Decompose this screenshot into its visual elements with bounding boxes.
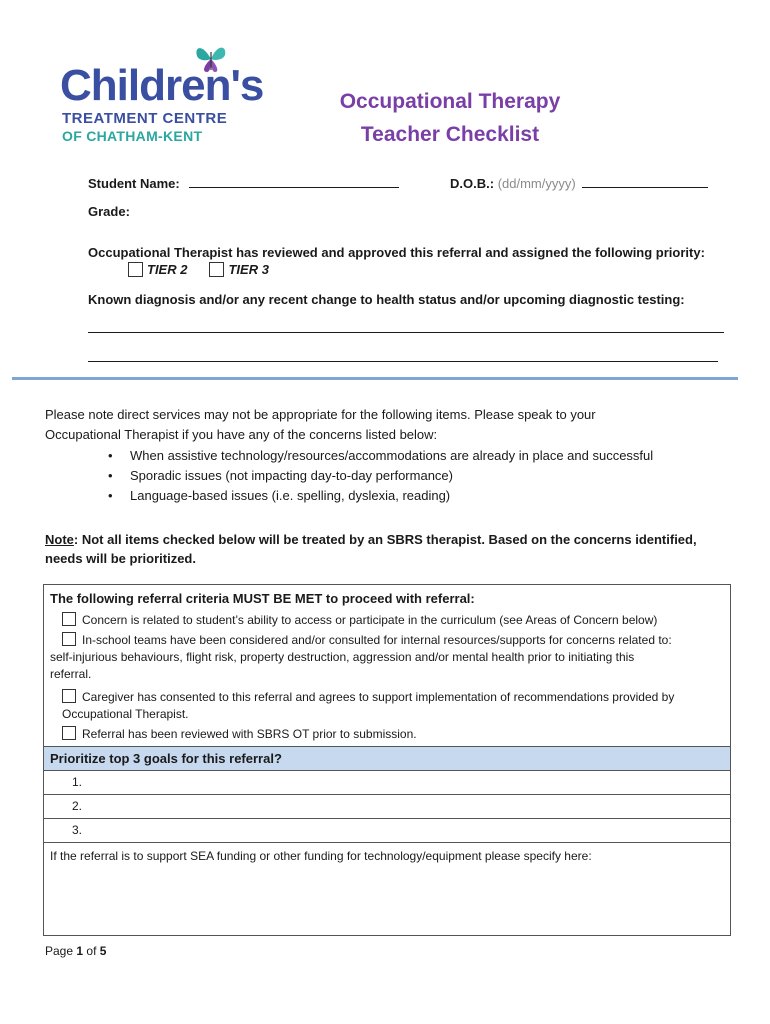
- footer-of: of: [86, 944, 97, 958]
- criteria-text: Referral has been reviewed with SBRS OT prior to submission.: [82, 727, 417, 741]
- note-prefix: Note: [45, 532, 74, 547]
- goal-number: 3.: [72, 823, 83, 837]
- diagnosis-line-2[interactable]: [88, 361, 718, 362]
- goal-row-1[interactable]: [44, 771, 730, 795]
- note-text-1: : Not all items checked below will be treated by an SBRS therapist. Based on the concerns identified,: [73, 532, 697, 547]
- goals-heading: Prioritize top 3 goals for this referral?: [50, 751, 282, 766]
- list-item: • Language-based issues (i.e. spelling, dyslexia, reading): [108, 486, 653, 506]
- student-name-row: [88, 176, 399, 191]
- criteria-heading: The following referral criteria MUST BE MET to proceed with referral:: [50, 591, 475, 606]
- criteria-text: Caregiver has consented to this referral and agrees to support implementation of recommendations provided by: [82, 690, 675, 704]
- tier-options: [128, 262, 269, 277]
- notice-line-2: Occupational Therapist if you have any of the concerns listed below:: [45, 427, 438, 442]
- criteria-item-3: [62, 689, 724, 723]
- page-footer: [45, 944, 106, 958]
- notice-line-1: Please note direct services may not be appropriate for the following items. Please speak to your: [45, 407, 596, 422]
- criteria-checkbox-3[interactable]: [62, 689, 76, 703]
- grade-label: Grade:: [88, 204, 130, 219]
- tier3-label: TIER 3: [228, 262, 269, 277]
- criteria-item-2: [50, 632, 724, 683]
- notice-bullets: [108, 446, 653, 506]
- goal-number: 2.: [72, 799, 83, 813]
- criteria-text: Occupational Therapist.: [62, 707, 189, 721]
- criteria-item-1: [62, 612, 724, 629]
- diagnosis-line-1[interactable]: [88, 332, 724, 333]
- page-title-line2: Teacher Checklist: [360, 123, 540, 146]
- logo-subtitle-1: TREATMENT CENTRE: [62, 110, 228, 127]
- criteria-checkbox-1[interactable]: [62, 612, 76, 626]
- logo: [60, 42, 264, 152]
- criteria-text: self-injurious behaviours, flight risk, property destruction, aggression and/or mental health prior to initiating this: [50, 650, 635, 664]
- footer-page-number: 1: [76, 944, 84, 958]
- section-divider: [12, 377, 738, 380]
- dob-hint: (dd/mm/yyyy): [497, 176, 576, 191]
- priority-statement: Occupational Therapist has reviewed and approved this referral and assigned the following priority:: [88, 245, 705, 260]
- prioritization-note: [45, 530, 735, 568]
- dob-row: [450, 176, 708, 191]
- diagnosis-label: Known diagnosis and/or any recent change to health status and/or upcoming diagnostic testing:: [88, 292, 685, 307]
- goal-row-3[interactable]: [44, 819, 730, 843]
- page-title-line1: Occupational Therapy: [339, 90, 561, 113]
- funding-specify-label: If the referral is to support SEA funding or other funding for technology/equipment please specify here:: [50, 849, 592, 863]
- logo-subtitle-2: OF CHATHAM-KENT: [62, 128, 203, 144]
- dob-label: D.O.B.:: [450, 176, 495, 191]
- criteria-item-4: [62, 726, 724, 743]
- note-text-2: needs will be prioritized.: [45, 551, 196, 566]
- goal-row-2[interactable]: [44, 795, 730, 819]
- tier2-label: TIER 2: [147, 262, 188, 277]
- notice-paragraph: [45, 405, 735, 445]
- list-item: • When assistive technology/resources/accommodations are already in place and successful: [108, 446, 653, 466]
- tier2-checkbox[interactable]: [128, 262, 143, 277]
- footer-page-label: Page: [45, 944, 74, 958]
- dob-field[interactable]: [582, 176, 708, 188]
- criteria-text: Concern is related to student’s ability to access or participate in the curriculum (see Areas of Concern below): [82, 613, 658, 627]
- criteria-text: In-school teams have been considered and/or consulted for internal resources/supports for concerns related to:: [82, 633, 672, 647]
- footer-page-total: 5: [99, 944, 107, 958]
- logo-wordmark: Children's: [60, 61, 264, 110]
- student-name-label: Student Name:: [88, 176, 180, 191]
- student-name-field[interactable]: [189, 176, 399, 188]
- goal-number: 1.: [72, 775, 83, 789]
- criteria-checkbox-2[interactable]: [62, 632, 76, 646]
- criteria-checkbox-4[interactable]: [62, 726, 76, 740]
- tier3-checkbox[interactable]: [209, 262, 224, 277]
- criteria-text: referral.: [50, 667, 92, 681]
- referral-criteria-box: [43, 584, 731, 936]
- list-item: • Sporadic issues (not impacting day-to-day performance): [108, 466, 653, 486]
- goals-header: [44, 746, 730, 771]
